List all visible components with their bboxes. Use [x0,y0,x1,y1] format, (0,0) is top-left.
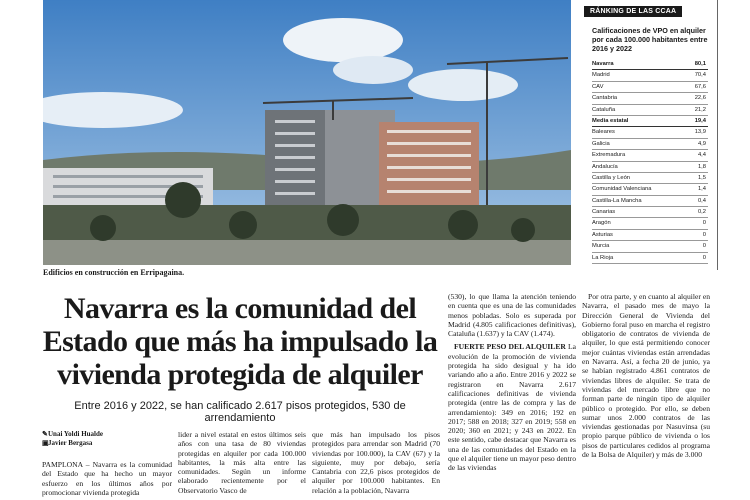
ranking-box [584,0,708,270]
ranking-value: 0 [702,254,706,261]
ranking-value: 19,4 [694,117,706,124]
author-1: Unai Yoldi Hualde [48,430,103,438]
column-3 [312,430,440,500]
column-3-text: que más han impulsado los pisos protegidos para arrendar son Madrid (70 viviendas por 100.000), la CAV (67) y la siguiente, muy por debajo, sería Cantabria con 22,6 pisos protegidos de alquiler por 100.000 habitantes. En relación a la población, Navarra [312,430,440,495]
ranking-table [592,59,708,264]
ranking-region: Baleares [592,129,615,136]
article-headline: Navarra es la comunidad del Estado que más ha impulsado la vivienda protegida de alquiler [42,292,438,391]
ranking-value: 4,9 [697,140,706,147]
ranking-region: Comunidad Valenciana [592,186,652,193]
ranking-row [592,139,708,150]
ranking-value: 1,5 [697,174,706,181]
ranking-row [592,93,708,104]
ranking-row [592,82,708,93]
ranking-value: 0,4 [697,197,706,204]
column-1 [42,460,172,500]
column-1-text: PAMPLONA – Navarra es la comunidad del Estado que ha hecho un mayor esfuerzo en los últimos años por promocionar vivienda protegida [42,460,172,497]
ranking-region: CAV [592,83,604,90]
ranking-row [592,241,708,252]
ranking-region: Asturias [592,231,613,238]
ranking-row [592,70,708,81]
column-5 [582,292,710,500]
ranking-value: 22,6 [694,95,706,102]
author-mark: ✎ [42,430,48,438]
ranking-value: 67,6 [694,83,706,90]
ranking-value: 70,4 [694,72,706,79]
ranking-region: Andalucía [592,163,618,170]
column-2 [178,430,306,500]
ranking-region: Extremadura [592,152,626,159]
column-4-lead: FUERTE PESO DEL ALQUILER [454,342,566,352]
article-photo [43,0,571,265]
ranking-region: Cantabria [592,95,618,102]
ranking-region: Castilla-La Mancha [592,197,642,204]
ranking-region: Aragón [592,220,611,227]
ranking-value: 0,2 [697,209,706,216]
ranking-region: Galicia [592,140,610,147]
ranking-row [592,173,708,184]
ranking-value: 21,2 [694,106,706,113]
ranking-row [592,105,708,116]
ranking-value: 1,8 [697,163,706,170]
ranking-row [592,207,708,218]
ranking-region: Cataluña [592,106,616,113]
ranking-row [592,184,708,195]
column-4-text: (530), lo que llama la atención teniendo en cuenta que es una de las comunidades menos pobladas. Solo es superada por Madrid (4.805 calificaciones definitivas), Cataluña (1.637) y la CAV (1.474). [448,292,576,339]
ranking-region: La Rioja [592,254,614,261]
sidebar-divider [717,0,718,270]
column-4 [448,292,576,500]
ranking-region: Murcia [592,243,610,250]
ranking-value: 0 [702,231,706,238]
ranking-row [592,127,708,138]
column-2-text: lider a nivel estatal en estos últimos seis años con una tasa de 80 viviendas protegidas en alquiler por cada 100.000 habitantes, la más alta entre las comunidades. Según un informe elaborado recientemente por el Observatorio Vasco de [178,430,306,495]
column-4-text-2: La evolución de la promoción de vivienda protegida ha sido desigual y ha ido variando año a año. Entre 2016 y 2022 se registraron en Navarra 2.617 calificaciones definitivas de vivienda protegida (entre las de compra y las de arrendamiento): 349 en 2016; 192 en 2017; 588 en 2018; 327 en 2019; 558 en 2020; 360 en 2021; y 243 en 2022. En este sentido, cabe destacar que Navarra es una de las comunidades del Estado en la que el alquiler tiene un mayor peso dentro de las viviendas [448,342,576,473]
ranking-value: 80,1 [694,61,706,67]
ranking-tag: RÁNKING DE LAS CCAA [584,6,682,17]
ranking-row [592,218,708,229]
ranking-row [592,196,708,207]
ranking-region: Canarias [592,209,616,216]
ranking-value: 1,4 [697,186,706,193]
ranking-region: Madrid [592,72,610,79]
ranking-row [592,116,708,127]
ranking-region: Navarra [592,61,614,67]
ranking-title: Calificaciones de VPO en alquiler por cada 100.000 habitantes entre 2016 y 2022 [592,26,708,53]
ranking-row [592,253,708,264]
article-subhead: Entre 2016 y 2022, se han calificado 2.617 pisos protegidos, 530 de arrendamiento [74,400,406,424]
photo-caption: Edificios en construcción en Erripagaina. [43,268,185,277]
ranking-row [592,162,708,173]
ranking-value: 4,4 [697,152,706,159]
ranking-region: Castilla y León [592,174,631,181]
camera-icon: ▣ [42,439,49,447]
column-5-text: Por otra parte, y en cuanto al alquiler en Navarra, el pasado mes de mayo la Dirección General de Vivienda del Gobierno foral puso en marcha el registro obligatorio de contratos de vivienda de alquiler, lo que está permitiendo conocer mejor cuántas viviendas están arrendadas en Navarra. Así, a fecha 20 de junio, ya se habían registrado 4.861 contratos de viviendas libres de alquiler. Se trata de viviendas del mercado libre que no forman parte de ningún tipo de alquiler público o protegido. Por ello, se deben sumar unos 2.000 contratos de las viviendas gestionadas por Nasuvinsa (su propio parque público de vivienda o los pisos de particulares cedidos al programa de la Bolsa de Alquiler) y más de 3.000 [582,292,710,460]
ranking-value: 13,9 [694,129,706,136]
author-2: Javier Bergasa [48,439,93,447]
ranking-region: Media estatal [592,117,629,124]
byline [42,430,172,448]
ranking-value: 0 [702,243,706,250]
ranking-row [592,150,708,161]
ranking-row [592,59,708,70]
ranking-value: 0 [702,220,706,227]
ranking-row [592,230,708,241]
